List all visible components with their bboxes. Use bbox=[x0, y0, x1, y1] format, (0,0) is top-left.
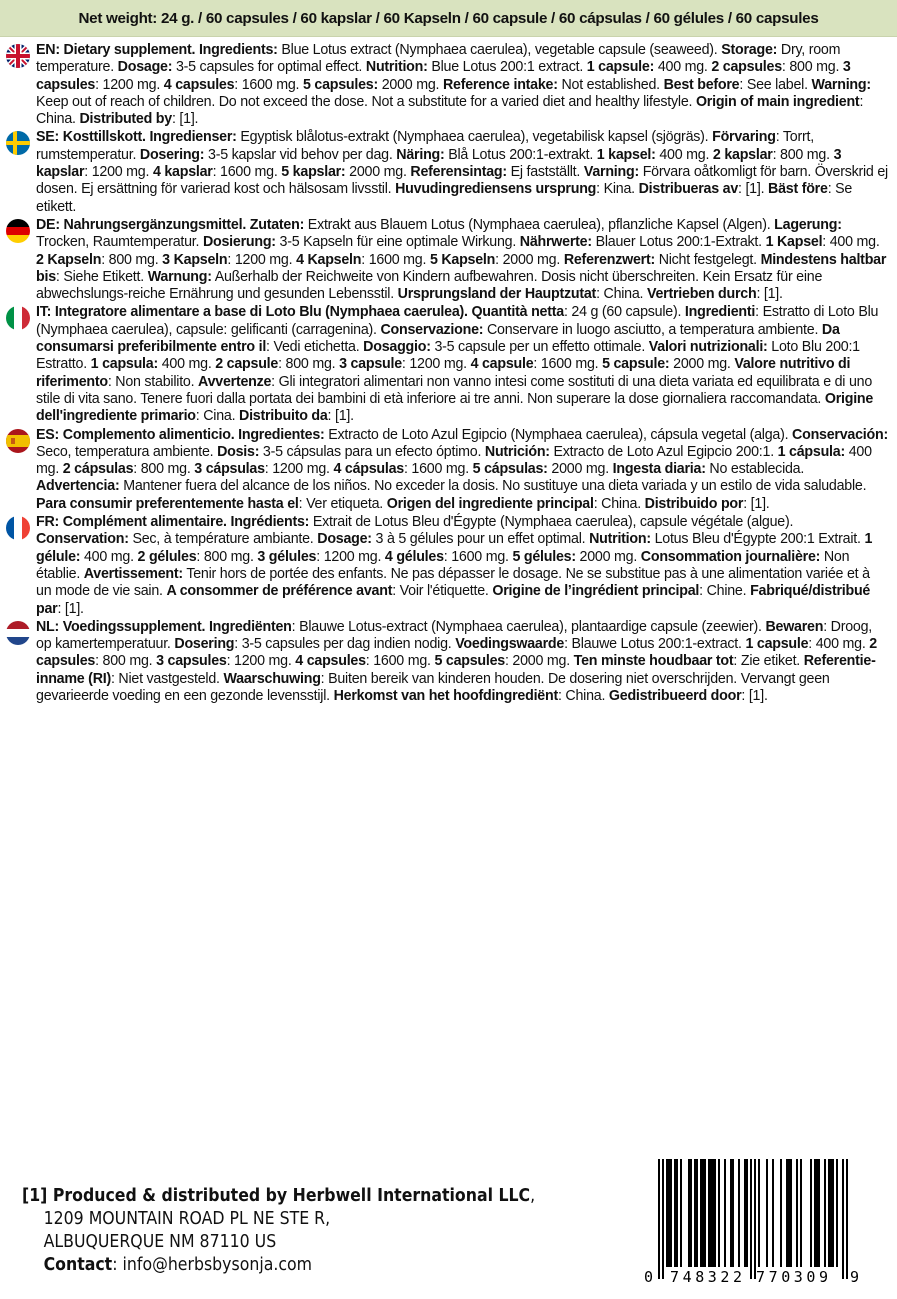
barcode-bar bbox=[818, 1159, 820, 1267]
barcode-bar bbox=[766, 1159, 768, 1267]
bold-term: Fabriqué/distribué par bbox=[36, 582, 871, 617]
barcode-bars bbox=[658, 1159, 848, 1279]
body-text: : 1600 mg. bbox=[234, 75, 303, 93]
bold-term: Varning: bbox=[583, 163, 639, 181]
body-text: Blå Lotus 200:1-extrakt. bbox=[444, 145, 597, 163]
body-text: 3-5 Kapseln für eine optimale Wirkung. bbox=[275, 233, 520, 251]
bold-term: Bewaren bbox=[765, 617, 824, 635]
body-text: Blauer Lotus 200:1-Extrakt. bbox=[591, 233, 766, 251]
bold-term: Nutrition: bbox=[589, 530, 651, 548]
bold-term: Huvudingrediensens ursprung bbox=[395, 180, 597, 198]
body-text: : Se etikett. bbox=[36, 180, 853, 215]
bold-term: 4 capsules bbox=[163, 75, 235, 93]
bold-term: 2 gélules bbox=[137, 547, 197, 565]
body-text: : 1200 mg. bbox=[316, 547, 385, 565]
bold-term: 3 gélules bbox=[257, 547, 317, 565]
body-text: : 800 mg. bbox=[278, 355, 340, 373]
barcode-bar bbox=[668, 1159, 670, 1267]
spain-flag-icon bbox=[6, 429, 30, 453]
bold-term: 3 capsules bbox=[156, 652, 227, 670]
contact-line bbox=[22, 1254, 535, 1277]
body-text: : Vedi etichetta. bbox=[266, 338, 364, 356]
bold-term: 1 capsula: bbox=[90, 355, 158, 373]
producer-comma: , bbox=[530, 1186, 536, 1206]
barcode-bar bbox=[696, 1159, 698, 1267]
contact-email: : info@herbsbysonja.com bbox=[112, 1255, 312, 1275]
body-text: : 1200 mg. bbox=[401, 355, 471, 373]
body-text: Extracto de Loto Azul Egipcio 200:1. bbox=[549, 442, 778, 460]
section-nl bbox=[6, 618, 887, 704]
barcode-bar bbox=[786, 1159, 788, 1267]
body-text: Keep out of reach of children. Do not exceed the dose. Not a substitute for a varied diet and healthy lifestyle. bbox=[36, 92, 696, 110]
bold-term: 5 kapslar: bbox=[281, 163, 346, 181]
body-text: : 800 mg. bbox=[95, 652, 157, 670]
bold-term: ES: Complemento alimenticio. Ingredientes: bbox=[36, 425, 325, 443]
body-text: Tenir hors de portée des enfants. Ne pas dépasser le dosage. Ne se substitue pas à une alimentation variée et à un mode de vie sain. bbox=[36, 564, 870, 600]
bold-term: Voedingswaarde bbox=[455, 635, 565, 653]
bold-term: Warnung: bbox=[147, 267, 212, 285]
body-text: : [1]. bbox=[743, 494, 770, 512]
body-text: Mantener fuera del alcance de los niños. No exceder la dosis. No sustituye una dieta variada y un estilo de vida saludable. bbox=[119, 477, 867, 495]
body-text: : See label. bbox=[739, 75, 812, 93]
bold-term: Dosering: bbox=[139, 145, 205, 163]
section-text bbox=[36, 618, 888, 704]
bold-term: Vertrieben durch bbox=[647, 285, 757, 303]
barcode-bar bbox=[688, 1159, 690, 1267]
contact-label: Contact bbox=[43, 1255, 113, 1275]
barcode-bar bbox=[702, 1159, 704, 1267]
barcode-first-digit: 0 bbox=[644, 1268, 654, 1285]
bold-term: Waarschuwing bbox=[223, 669, 321, 687]
body-text: : Estratto di Loto Blu (Nymphaea caerulea), capsule: gelificanti (carragenina). bbox=[36, 303, 879, 338]
body-text: : 800 mg. bbox=[196, 547, 258, 565]
body-text: Sec, à température ambiante. bbox=[128, 530, 318, 548]
bold-term: 1 gélule: bbox=[36, 530, 873, 565]
barcode-bar bbox=[790, 1159, 792, 1267]
bold-term: Storage: bbox=[721, 41, 778, 58]
body-text: : Ver etiqueta. bbox=[298, 494, 387, 512]
barcode-bar bbox=[780, 1159, 782, 1267]
bold-term: Distributed by bbox=[79, 110, 172, 128]
bold-term: Nährwerte: bbox=[519, 233, 592, 251]
body-text: 400 mg. bbox=[36, 442, 872, 478]
body-text: 3-5 kapslar vid behov per dag. bbox=[204, 145, 397, 163]
body-text: 2000 mg. bbox=[378, 75, 443, 93]
bold-term: Referentie-inname (RI) bbox=[36, 652, 876, 687]
body-text: : Gli integratori alimentari non vanno intesi come sostituti di una dieta variata ed equilibrata e di uno stile di vita sano. Tenere fuori dalla portata dei bambini di età inferiore ai tre anni. Non superare la dose giornaliera raccomandata. bbox=[36, 372, 873, 407]
body-text: : Torrt, rumstemperatur. bbox=[36, 128, 814, 163]
bold-term: 1 Kapsel bbox=[765, 233, 823, 251]
bold-term: Referenzwert: bbox=[563, 250, 655, 268]
barcode-bar bbox=[680, 1159, 682, 1267]
bold-term: Dosering bbox=[174, 635, 235, 653]
body-text: : 800 mg. bbox=[772, 145, 834, 163]
body-text: : 1200 mg. bbox=[84, 163, 153, 181]
bold-term: 5 cápsulas: bbox=[472, 460, 548, 478]
body-text: Non établie. bbox=[36, 547, 850, 582]
body-text: : 400 mg. bbox=[822, 233, 880, 251]
bold-term: Advertencia: bbox=[36, 477, 120, 495]
bold-term: Distribueras av bbox=[638, 180, 739, 198]
bold-term: Dosage: bbox=[317, 530, 372, 548]
body-text: : Zie etiket. bbox=[733, 652, 804, 670]
address-line-1: 1209 MOUNTAIN ROAD PL NE STE R, bbox=[43, 1209, 331, 1229]
barcode-bar bbox=[670, 1159, 672, 1267]
section-text bbox=[36, 41, 888, 127]
body-text: : China. bbox=[596, 285, 648, 303]
body-text: Not established. bbox=[557, 75, 664, 93]
body-text: 2000 mg. bbox=[669, 355, 735, 373]
body-text: : [1]. bbox=[741, 686, 768, 704]
section-de bbox=[6, 216, 887, 302]
bold-term: Nutrición: bbox=[484, 442, 550, 460]
body-text: : Niet vastgesteld. bbox=[110, 669, 224, 687]
bold-term: Dosaggio: bbox=[363, 338, 431, 356]
bold-term: Warning: bbox=[811, 75, 871, 93]
bold-term: SE: Kosttillskott. Ingredienser: bbox=[36, 128, 237, 146]
bold-term: Conservazione: bbox=[380, 320, 484, 338]
barcode-bar bbox=[772, 1159, 774, 1267]
bold-term: 3 capsule bbox=[339, 355, 402, 373]
bold-term: Referensintag: bbox=[410, 163, 507, 181]
bold-term: Consommation journalière: bbox=[640, 547, 821, 565]
barcode-bar bbox=[744, 1159, 746, 1267]
barcode-bar bbox=[810, 1159, 812, 1267]
body-text: : 2000 mg. bbox=[495, 250, 564, 268]
barcode-bar bbox=[724, 1159, 726, 1267]
bold-term: Ursprungsland der Hauptzutat bbox=[397, 285, 597, 303]
bold-term: Förvaring bbox=[712, 128, 776, 146]
body-text: 3-5 cápsulas para un efecto óptimo. bbox=[259, 442, 485, 460]
body-text: : Blauwe Lotus-extract (Nymphaea caerulea), plantaardige capsule (zeewier). bbox=[291, 617, 766, 635]
bold-term: 3 capsules bbox=[36, 58, 851, 93]
section-se bbox=[6, 128, 887, 214]
body-text: : [1]. bbox=[57, 599, 84, 617]
body-text: Extrakt aus Blauem Lotus (Nymphaea caerulea), pflanzliche Kapsel (Algen). bbox=[304, 215, 775, 233]
body-text: : 800 mg. bbox=[133, 460, 195, 478]
body-text: 2000 mg. bbox=[345, 163, 411, 181]
body-text: Blue Lotus 200:1 extract. bbox=[427, 58, 587, 76]
bold-term: 5 gélules: bbox=[512, 547, 576, 565]
barcode-bar bbox=[828, 1159, 830, 1267]
bold-term: 5 capsules: bbox=[302, 75, 378, 93]
barcode-bar bbox=[666, 1159, 668, 1267]
body-text: Förvara oåtkomligt för barn. Överskrid ej dosen. Ej ersättning för varierad kost och hälsosam livsstil. bbox=[36, 163, 888, 198]
body-text: : 400 mg. bbox=[808, 635, 870, 653]
net-weight-header bbox=[0, 0, 897, 37]
barcode-bar bbox=[712, 1159, 714, 1267]
bold-term: Distribuito da bbox=[239, 407, 328, 425]
italy-flag-icon bbox=[6, 306, 30, 330]
bold-term: Conservación: bbox=[792, 425, 888, 443]
body-text: 3 à 5 gélules pour un effet optimal. bbox=[371, 530, 590, 548]
body-text: 400 mg. bbox=[654, 58, 712, 76]
body-text: : Voir l'étiquette. bbox=[392, 582, 493, 600]
body-text: Nicht festgelegt. bbox=[654, 250, 761, 268]
bold-term: 3 cápsulas bbox=[194, 460, 265, 478]
body-text: : Kina. bbox=[596, 180, 639, 198]
bold-term: Bäst före bbox=[768, 180, 828, 198]
body-text: Lotus Bleu d'Égypte 200:1 Extrait. bbox=[650, 530, 865, 548]
bold-term: FR: Complément alimentaire. Ingrédients: bbox=[36, 513, 310, 531]
barcode-bar bbox=[746, 1159, 748, 1267]
net-weight-text: Net weight: 24 g. / 60 capsules / 60 kapslar / 60 Kapseln / 60 capsule / 60 cápsulas / 60 gélules / 60 capsules bbox=[78, 9, 819, 27]
barcode-left-group: 748322 bbox=[670, 1268, 742, 1285]
bold-term: 5 capsule: bbox=[602, 355, 670, 373]
body-text: Blue Lotus extract (Nymphaea caerulea), vegetable capsule (seaweed). bbox=[277, 41, 722, 58]
barcode-bar bbox=[676, 1159, 678, 1267]
body-text: : China. bbox=[593, 494, 645, 512]
body-text: Außerhalb der Reichweite von Kindern aufbewahren. Dosis nicht überschreiten. Kein Ersatz für eine abwechslungs-reiche Ernährung und gesunden Lebensstil. bbox=[36, 267, 823, 303]
producer-name: [1] Produced & distributed by Herbwell International LLC bbox=[22, 1186, 531, 1206]
bold-term: DE: Nahrungsergänzungsmittel. Zutaten: bbox=[36, 215, 305, 233]
bold-term: Origine dell'ingrediente primario bbox=[36, 389, 874, 425]
body-text: : [1]. bbox=[738, 180, 769, 198]
bold-term: 2 kapslar bbox=[712, 145, 773, 163]
body-text: No establecida. bbox=[705, 460, 805, 478]
barcode-guard-bar bbox=[842, 1159, 844, 1279]
barcode-guard-bar bbox=[662, 1159, 664, 1279]
section-it bbox=[6, 303, 887, 424]
body-text: : [1]. bbox=[327, 407, 354, 425]
body-text: : Droog, op kamertemperatuur. bbox=[36, 617, 872, 653]
uk-flag-icon bbox=[6, 44, 30, 68]
body-text: : 1600 mg. bbox=[403, 460, 473, 478]
barcode-bar bbox=[710, 1159, 712, 1267]
barcode-bar bbox=[758, 1159, 760, 1267]
body-text: : Non stabilito. bbox=[107, 372, 199, 390]
body-text: : 2000 mg. bbox=[504, 652, 574, 670]
bold-term: 1 cápsula: bbox=[777, 442, 845, 460]
bold-term: Näring: bbox=[396, 145, 445, 163]
body-text: : 3-5 capsules per dag indien nodig. bbox=[234, 635, 456, 653]
bold-term: Dosierung: bbox=[202, 233, 276, 251]
bold-term: 1 capsule bbox=[745, 635, 809, 653]
section-text bbox=[36, 303, 888, 424]
bold-term: Conservation: bbox=[36, 530, 129, 548]
bold-term: EN: Dietary supplement. Ingredients: bbox=[36, 41, 278, 58]
barcode-bar bbox=[832, 1159, 834, 1267]
bold-term: Valore nutritivo di riferimento bbox=[36, 355, 851, 390]
label-content bbox=[0, 37, 897, 704]
body-text: : 1200 mg. bbox=[227, 250, 297, 268]
body-text: Dry, room temperature. bbox=[36, 41, 841, 76]
barcode-bar bbox=[714, 1159, 716, 1267]
barcode-guard-bar bbox=[658, 1159, 660, 1279]
bold-term: 3 kapslar bbox=[36, 145, 842, 181]
bold-term: 5 capsules bbox=[434, 652, 505, 670]
body-text: : 1600 mg. bbox=[533, 355, 603, 373]
body-text: : [1]. bbox=[756, 285, 783, 303]
body-text: : 1200 mg. bbox=[264, 460, 334, 478]
bold-term: 2 capsules bbox=[36, 635, 877, 670]
bold-term: Ingesta diaria: bbox=[612, 460, 706, 478]
barcode-graphic bbox=[640, 1155, 860, 1285]
bold-term: 2 cápsulas bbox=[62, 460, 134, 478]
body-text: : 1200 mg. bbox=[226, 652, 296, 670]
body-text: : 1600 mg. bbox=[365, 652, 435, 670]
bold-term: Lagerung: bbox=[774, 215, 842, 233]
bold-term: Gedistribueerd door bbox=[608, 686, 742, 704]
barcode-bar bbox=[694, 1159, 696, 1267]
barcode bbox=[640, 1155, 860, 1285]
body-text: 400 mg. bbox=[655, 145, 713, 163]
body-text: 3-5 capsules for optimal effect. bbox=[172, 58, 366, 76]
germany-flag-icon bbox=[6, 219, 30, 243]
bold-term: Dosage: bbox=[117, 58, 173, 76]
section-fr bbox=[6, 513, 887, 617]
section-text bbox=[36, 513, 888, 617]
bold-term: 4 cápsulas bbox=[333, 460, 404, 478]
barcode-bar bbox=[700, 1159, 702, 1267]
body-text: Seco, temperatura ambiente. bbox=[36, 442, 218, 460]
body-text: : 1600 mg. bbox=[212, 163, 282, 181]
bold-term: Valori nutrizionali: bbox=[648, 338, 768, 356]
section-text bbox=[36, 426, 888, 512]
bold-term: 4 gélules bbox=[384, 547, 444, 565]
section-text bbox=[36, 216, 888, 302]
body-text: : 1600 mg. bbox=[361, 250, 430, 268]
bold-term: Nutrition: bbox=[365, 58, 428, 76]
barcode-bar bbox=[718, 1159, 720, 1267]
bold-term: Origen del ingrediente principal bbox=[386, 494, 594, 512]
barcode-bar bbox=[704, 1159, 706, 1267]
bold-term: 3 Kapseln bbox=[162, 250, 228, 268]
body-text: : Buiten bereik van kinderen houden. De dosering niet overschrijden. Vervangt geen gevarieerde voeding en een gezonde levensstijl. bbox=[36, 669, 830, 704]
bold-term: Reference intake: bbox=[442, 75, 558, 93]
body-text: : Cina. bbox=[195, 407, 240, 425]
sweden-flag-icon bbox=[6, 131, 30, 155]
barcode-last-digit: 9 bbox=[850, 1268, 860, 1285]
body-text: : Siehe Etikett. bbox=[55, 267, 148, 285]
bold-term: Da consumarsi preferibilmente entro il bbox=[36, 320, 840, 356]
body-text: : Chine. bbox=[699, 582, 751, 600]
bold-term: Dosis: bbox=[217, 442, 260, 460]
bold-term: 4 capsules bbox=[295, 652, 366, 670]
body-text: 3-5 capsule per un effetto ottimale. bbox=[430, 338, 649, 356]
bold-term: Herkomst van het hoofdingrediënt bbox=[333, 686, 558, 704]
bold-term: Best before bbox=[663, 75, 740, 93]
barcode-guard-bar bbox=[750, 1159, 752, 1279]
section-en bbox=[6, 41, 887, 127]
body-text: 400 mg. bbox=[80, 547, 138, 565]
body-text: Ej fastställt. bbox=[506, 163, 584, 181]
body-text: : [1]. bbox=[171, 110, 199, 128]
bold-term: 2 capsule bbox=[215, 355, 279, 373]
producer-address bbox=[22, 1185, 535, 1277]
barcode-bar bbox=[796, 1159, 798, 1267]
barcode-bar bbox=[738, 1159, 740, 1267]
bold-term: Avvertenze bbox=[198, 372, 272, 390]
barcode-bar bbox=[730, 1159, 732, 1267]
barcode-bar bbox=[674, 1159, 676, 1267]
netherlands-flag-icon bbox=[6, 621, 30, 645]
body-text: 2000 mg. bbox=[547, 460, 613, 478]
bold-term: 5 Kapseln bbox=[429, 250, 496, 268]
barcode-bar bbox=[816, 1159, 818, 1267]
body-text: Extrait de Lotus Bleu d'Égypte (Nymphaea caerulea), capsule végétale (algue). bbox=[309, 513, 794, 531]
bold-term: 2 capsules bbox=[711, 58, 782, 76]
body-text: Extracto de Loto Azul Egipcio (Nymphaea caerulea), cápsula vegetal (alga). bbox=[324, 425, 793, 443]
bold-term: 4 kapslar bbox=[152, 163, 213, 181]
barcode-guard-bar bbox=[754, 1159, 756, 1279]
barcode-bar bbox=[830, 1159, 832, 1267]
barcode-bar bbox=[690, 1159, 692, 1267]
section-es bbox=[6, 426, 887, 512]
bold-term: NL: Voedingssupplement. Ingrediënten bbox=[36, 617, 292, 635]
body-text: : China. bbox=[557, 686, 609, 704]
bold-term: Ingredienti bbox=[684, 303, 756, 321]
body-text: : 800 mg. bbox=[781, 58, 843, 76]
barcode-bar bbox=[824, 1159, 826, 1267]
bold-term: 1 capsule: bbox=[586, 58, 655, 76]
body-text: Trocken, Raumtemperatur. bbox=[36, 233, 203, 251]
barcode-bar bbox=[708, 1159, 710, 1267]
bold-term: 2 Kapseln bbox=[36, 250, 102, 268]
barcode-bar bbox=[836, 1159, 838, 1267]
body-text: : 1200 mg. bbox=[95, 75, 164, 93]
bold-term: 4 Kapseln bbox=[296, 250, 362, 268]
body-text: : 24 g (60 capsule). bbox=[563, 303, 685, 321]
barcode-bar bbox=[788, 1159, 790, 1267]
bold-term: Avertissement: bbox=[83, 564, 183, 582]
bold-term: 1 kapsel: bbox=[596, 145, 656, 163]
address-line-2: ALBUQUERQUE NM 87110 US bbox=[43, 1232, 277, 1252]
barcode-guard-bar bbox=[846, 1159, 848, 1279]
body-text: Loto Blu 200:1 Estratto. bbox=[36, 338, 860, 373]
france-flag-icon bbox=[6, 516, 30, 540]
barcode-right-group: 770309 bbox=[756, 1268, 828, 1285]
body-text: Egyptisk blålotus-extrakt (Nymphaea caerulea), vegetabilisk kapsel (sjögräs). bbox=[236, 128, 713, 146]
bold-term: Mindestens haltbar bis bbox=[36, 250, 887, 285]
body-text: 400 mg. bbox=[157, 355, 216, 373]
body-text: : China. bbox=[36, 92, 864, 128]
bold-term: Distribuido por bbox=[644, 494, 744, 512]
barcode-bar bbox=[814, 1159, 816, 1267]
producer-line bbox=[22, 1185, 535, 1208]
section-text bbox=[36, 128, 888, 214]
body-text: 2000 mg. bbox=[575, 547, 641, 565]
barcode-bar bbox=[732, 1159, 734, 1267]
body-text: : Blauwe Lotus 200:1-extract. bbox=[564, 635, 746, 653]
bold-term: Origine de l’ingrédient principal bbox=[492, 582, 700, 600]
bold-term: Origin of main ingredient bbox=[695, 92, 860, 110]
bold-term: IT: Integratore alimentare a base di Loto Blu (Nymphaea caerulea). Quantità netta bbox=[36, 303, 564, 321]
label-footer bbox=[0, 1155, 897, 1299]
bold-term: Ten minste houdbaar tot bbox=[573, 652, 734, 670]
bold-term: Para consumir preferentemente hasta el bbox=[36, 494, 299, 512]
bold-term: A consommer de préférence avant bbox=[166, 582, 393, 600]
barcode-bar bbox=[800, 1159, 802, 1267]
body-text: Conservare in luogo asciutto, a temperatura ambiente. bbox=[483, 320, 822, 338]
bold-term: 4 capsule bbox=[470, 355, 534, 373]
body-text: : 800 mg. bbox=[101, 250, 163, 268]
body-text: : 1600 mg. bbox=[443, 547, 513, 565]
